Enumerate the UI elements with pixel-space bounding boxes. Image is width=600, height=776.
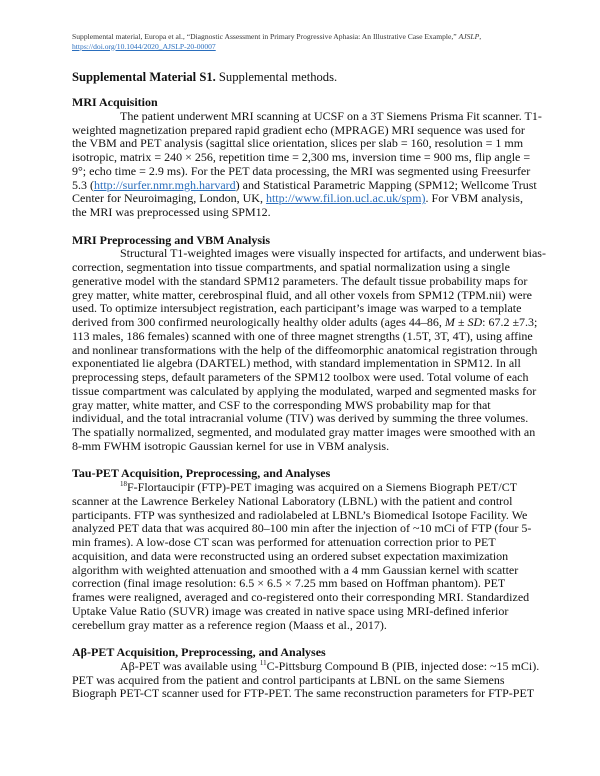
text-segment: Uptake Value Ratio (SUVR) image was created in native space using MRI-defined inferior [72, 603, 509, 618]
text-segment: C-Pittsburg Compound B (PIB, injected dose: ~15 mCi). [266, 658, 540, 673]
text-segment: cerebellum gray matter as a reference region (Maass et al., 2017). [72, 617, 387, 632]
section-heading: Aβ-PET Acquisition, Preprocessing, and Analyses [72, 645, 326, 659]
text-segment: individual, and the total intracranial volume (TIV) was derived by summing the three volumes. [72, 411, 529, 426]
text-segment: Biograph PET-CT scanner used for FTP-PET. The same reconstruction parameters for FTP-PET [72, 686, 535, 701]
journal-name: AJSLP [458, 32, 480, 41]
paragraph-gap [72, 454, 542, 468]
section-heading: MRI Preprocessing and VBM Analysis [72, 232, 271, 247]
text-segment: derived from 300 confirmed neurologically healthy older adults (ages 44–86, [72, 315, 445, 329]
paragraph-gap [72, 632, 542, 646]
superscript: 18 [120, 480, 127, 488]
text-line [72, 577, 542, 591]
text-segment: gray matter, white matter, and CSF to the corresponding MWS probability map for that [72, 397, 491, 412]
text-segment: The patient underwent MRI scanning at UCSF on a 3T Siemens Prisma Fit scanner. T1- [120, 108, 542, 123]
text-segment: grey matter, white matter, cerebrospinal fluid, and all other voxels from SPM12 (TPM.nii) were [72, 287, 532, 302]
text-segment: participants. FTP was synthesized and radiolabeled at LBNL’s Biomedical Isotope Facility. We [72, 507, 528, 522]
text-line [72, 399, 542, 413]
page-title: Supplemental Material S1. Supplemental methods. [72, 70, 338, 84]
url-link[interactable]: http://www.fil.ion.ucl.ac.uk/spm) [265, 191, 426, 206]
text-line [72, 674, 542, 688]
text-line [72, 426, 542, 440]
paragraph-gap [72, 220, 542, 234]
document-body [72, 95, 546, 701]
section [72, 467, 542, 632]
text-segment: : 67.2 ±7.3; [482, 315, 538, 329]
text-segment: Center for Neuroimaging, London, UK, [72, 191, 266, 206]
text-line [72, 246, 546, 261]
superscript: 11 [259, 658, 267, 667]
text-segment: exponentiated lie algebra (DARTEL) method, with standard implementation in SPM12. In all [72, 356, 521, 371]
text-line [72, 151, 542, 165]
text-line [72, 344, 542, 358]
text-line [72, 371, 542, 385]
text-segment: F-Flortaucipir (FTP)-PET imaging was acquired on a Siemens Biograph PET/CT [127, 480, 518, 494]
citation-line: Supplemental material, Europa et al., “Diagnostic Assessment in Primary Progressive Aphasia: An Illustrative Case Example,” AJSLP, [72, 32, 482, 41]
text-line [72, 550, 542, 564]
text-segment: scanner at the Lawrence Berkeley National Laboratory (LBNL) with the patient and control [72, 493, 513, 508]
text-segment: . For VBM analysis, [425, 191, 523, 206]
text-segment: PET was acquired from the patient and control participants at LBNL on the same Siemens [72, 672, 505, 687]
text-segment: weighted magnetization prepared rapid gradient echo (MPRAGE) MRI sequence was used for [72, 122, 525, 137]
text-line [72, 316, 542, 330]
text-segment: preprocessing steps, default parameters of the SPM12 toolbox were used. Total volume of each [72, 370, 529, 384]
running-header [72, 32, 481, 51]
text-line [72, 165, 542, 179]
text-segment: correction (final image resolution: 6.5 × 6.5 × 7.25 mm based on Hoffman phantom). PET [72, 576, 506, 591]
text-segment: correction, segmentation into tissue compartments, and spatial normalization using a single [72, 260, 510, 274]
italic-text: M ± SD [444, 315, 483, 329]
section [72, 96, 542, 220]
text-line [72, 330, 542, 344]
text-line [72, 564, 542, 578]
text-segment: 113 males, 186 females) scanned with one of three magnet strengths (1.5T, 3T, 4T), using affine [72, 328, 533, 343]
text-line [72, 206, 542, 220]
text-line [72, 137, 542, 151]
text-segment: the VBM and PET analysis (sagittal slice orientation, slices per slab = 160, resolution = 1 mm [72, 136, 524, 151]
url-link[interactable]: http://surfer.nmr.mgh.harvard [94, 177, 236, 192]
text-line [72, 440, 542, 454]
text-segment: tissue compartment was calculated by applying the modulated, warped and segmented masks for [72, 383, 537, 398]
section [72, 232, 546, 454]
text-segment: algorithm with weighted attenuation and smoothed with a 4 mm Gaussian kernel with scatter [72, 562, 519, 577]
section-heading: MRI Acquisition [72, 95, 158, 109]
text-segment: 8-mm FWHM isotropic Gaussian kernel for use in VBM analysis. [72, 438, 390, 453]
section [72, 646, 542, 701]
text-line [72, 110, 542, 124]
text-line [72, 289, 542, 303]
text-line [72, 536, 542, 550]
text-segment: isotropic, matrix = 240 × 256, repetition time = 2,300 ms, inversion time = 900 ms, flip angle = [72, 150, 531, 164]
text-line [72, 357, 542, 371]
text-segment: ) and Statistical Parametric Mapping (SPM12; Wellcome Trust [235, 177, 537, 192]
text-line [72, 261, 542, 275]
text-segment: the MRI was preprocessed using SPM12. [72, 205, 271, 219]
text-line [72, 605, 542, 619]
text-line [72, 192, 542, 206]
text-segment: generative model with the standard SPM12 parameters. The default tissue probability maps for [72, 273, 528, 288]
text-segment: and nonlinear transformations with the help of the diffeomorphic anatomical registration through [72, 342, 538, 357]
text-line [72, 385, 542, 399]
text-segment: 9°; echo time = 2.9 ms). For the PET data processing, the MRI was segmented using Freesurfer [72, 163, 531, 178]
text-line [72, 687, 542, 701]
text-segment: frames were realigned, averaged and co-registered onto their corresponding MRI. Standardized [72, 590, 530, 604]
text-line [72, 275, 542, 289]
text-segment: 5.3 ( [72, 177, 94, 192]
text-segment: acquisition, and data were reconstructed using an ordered subset expectation maximization [72, 548, 509, 563]
text-segment: Structural T1-weighted images were visually inspected for artifacts, and underwent bias- [120, 246, 546, 261]
text-line [72, 412, 542, 426]
section-heading: Tau-PET Acquisition, Preprocessing, and Analyses [72, 466, 331, 481]
text-segment: used. To optimize intersubject registration, each participant’s image was warped to a template [72, 301, 522, 316]
text-line [72, 509, 542, 523]
doi-link[interactable]: https://doi.org/10.1044/2020_AJSLP-20-00007 [72, 41, 216, 51]
text-segment: analyzed PET data that was acquired 80–100 min after the injection of ~10 mCi of FTP (four 5- [72, 521, 532, 536]
text-line [72, 619, 542, 633]
text-line [72, 481, 542, 495]
text-line [72, 495, 542, 509]
text-segment: min frames). A low-dose CT scan was performed for attenuation correction prior to PET [72, 535, 496, 549]
text-line [72, 591, 542, 605]
text-line [72, 302, 542, 316]
text-line [72, 660, 542, 674]
text-line [72, 522, 542, 536]
text-segment: Aβ-PET was available using [120, 658, 260, 673]
text-line [72, 179, 542, 193]
text-segment: The spatially normalized, segmented, and modulated gray matter images were smoothed with an [72, 425, 536, 439]
text-line [72, 124, 542, 138]
